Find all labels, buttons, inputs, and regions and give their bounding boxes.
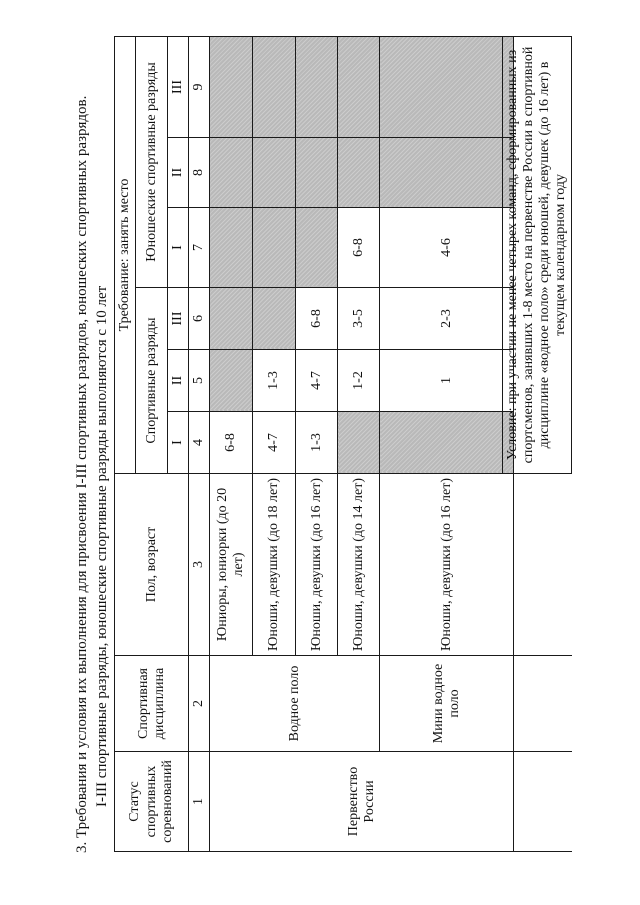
column-number: 1 (189, 752, 210, 852)
shaded-cell (253, 208, 296, 288)
place-range: 1-3 (253, 350, 296, 412)
sport-ranks-table (114, 36, 514, 852)
place-range: 1-3 (296, 412, 338, 474)
header-requirement: Требование: занять место (115, 37, 136, 474)
discipline-cell-continued (503, 656, 572, 752)
rank-label: III (168, 288, 189, 350)
shaded-cell (210, 138, 253, 208)
place-range: 2-3 (380, 288, 514, 350)
condition-table (502, 36, 572, 852)
section-heading: 3. Требования и условия их выполнения для присвоения I-III спортивных разрядов, юношеских спортивных разрядов. (74, 95, 90, 853)
shaded-cell (210, 350, 253, 412)
column-number: 9 (189, 37, 210, 138)
group-cell-continued (503, 474, 572, 656)
rank-label: III (168, 37, 189, 138)
discipline-mini-water-polo: Мини водное поло (380, 656, 514, 752)
group-youth-16: Юноши, девушки (до 16 лет) (296, 474, 338, 656)
column-number: 8 (189, 138, 210, 208)
header-discipline: Спортивная дисциплина (115, 656, 189, 752)
place-range: 4-6 (380, 208, 514, 288)
rank-label: II (168, 350, 189, 412)
shaded-cell (380, 37, 514, 138)
header-sport-ranks: Спортивные разряды (136, 288, 168, 474)
shaded-cell (210, 288, 253, 350)
rank-label: I (168, 208, 189, 288)
shaded-cell (380, 138, 514, 208)
group-juniors-20: Юниоры, юниорки (до 20 лет) (210, 474, 253, 656)
status-cell: Первенство России (210, 752, 514, 852)
place-range: 3-5 (338, 288, 380, 350)
shaded-cell (210, 208, 253, 288)
shaded-cell (253, 288, 296, 350)
shaded-cell (253, 37, 296, 138)
shaded-cell (380, 412, 514, 474)
discipline-water-polo: Водное поло (210, 656, 380, 752)
place-range: 6-8 (338, 208, 380, 288)
group-mini-youth-16: Юноши, девушки (до 16 лет) (380, 474, 514, 656)
column-number: 7 (189, 208, 210, 288)
header-status: Статус спортивных соревнований (115, 752, 189, 852)
group-youth-14: Юноши, девушки (до 14 лет) (338, 474, 380, 656)
section-subheading: I-III спортивные разряды, юношеские спортивные разряды выполняются с 10 лет (94, 285, 110, 807)
status-cell-continued (503, 752, 572, 852)
shaded-cell (338, 412, 380, 474)
shaded-cell (296, 138, 338, 208)
column-number: 2 (189, 656, 210, 752)
column-number: 3 (189, 474, 210, 656)
column-number: 4 (189, 412, 210, 474)
column-number: 6 (189, 288, 210, 350)
group-youth-18: Юноши, девушки (до 18 лет) (253, 474, 296, 656)
shaded-cell (338, 37, 380, 138)
column-number: 5 (189, 350, 210, 412)
place-range: 6-8 (210, 412, 253, 474)
rank-label: II (168, 138, 189, 208)
shaded-cell (296, 208, 338, 288)
shaded-cell (338, 138, 380, 208)
rank-label: I (168, 412, 189, 474)
place-range: 6-8 (296, 288, 338, 350)
mini-water-polo-condition: Условие: при участии не менее четырех команд, сформированных из спортсменов, занявших 1-8 место на первенстве России в спортивной дисциплине «водное поло» среди юношей, девушек (до 16 лет) в текущем календарном году (503, 37, 572, 474)
header-gender-age: Пол, возраст (115, 474, 189, 656)
shaded-cell (210, 37, 253, 138)
header-youth-ranks: Юношеские спортивные разряды (136, 37, 168, 288)
place-range: 4-7 (253, 412, 296, 474)
shaded-cell (296, 37, 338, 138)
place-range: 4-7 (296, 350, 338, 412)
shaded-cell (253, 138, 296, 208)
place-range: 1-2 (338, 350, 380, 412)
place-range: 1 (380, 350, 514, 412)
